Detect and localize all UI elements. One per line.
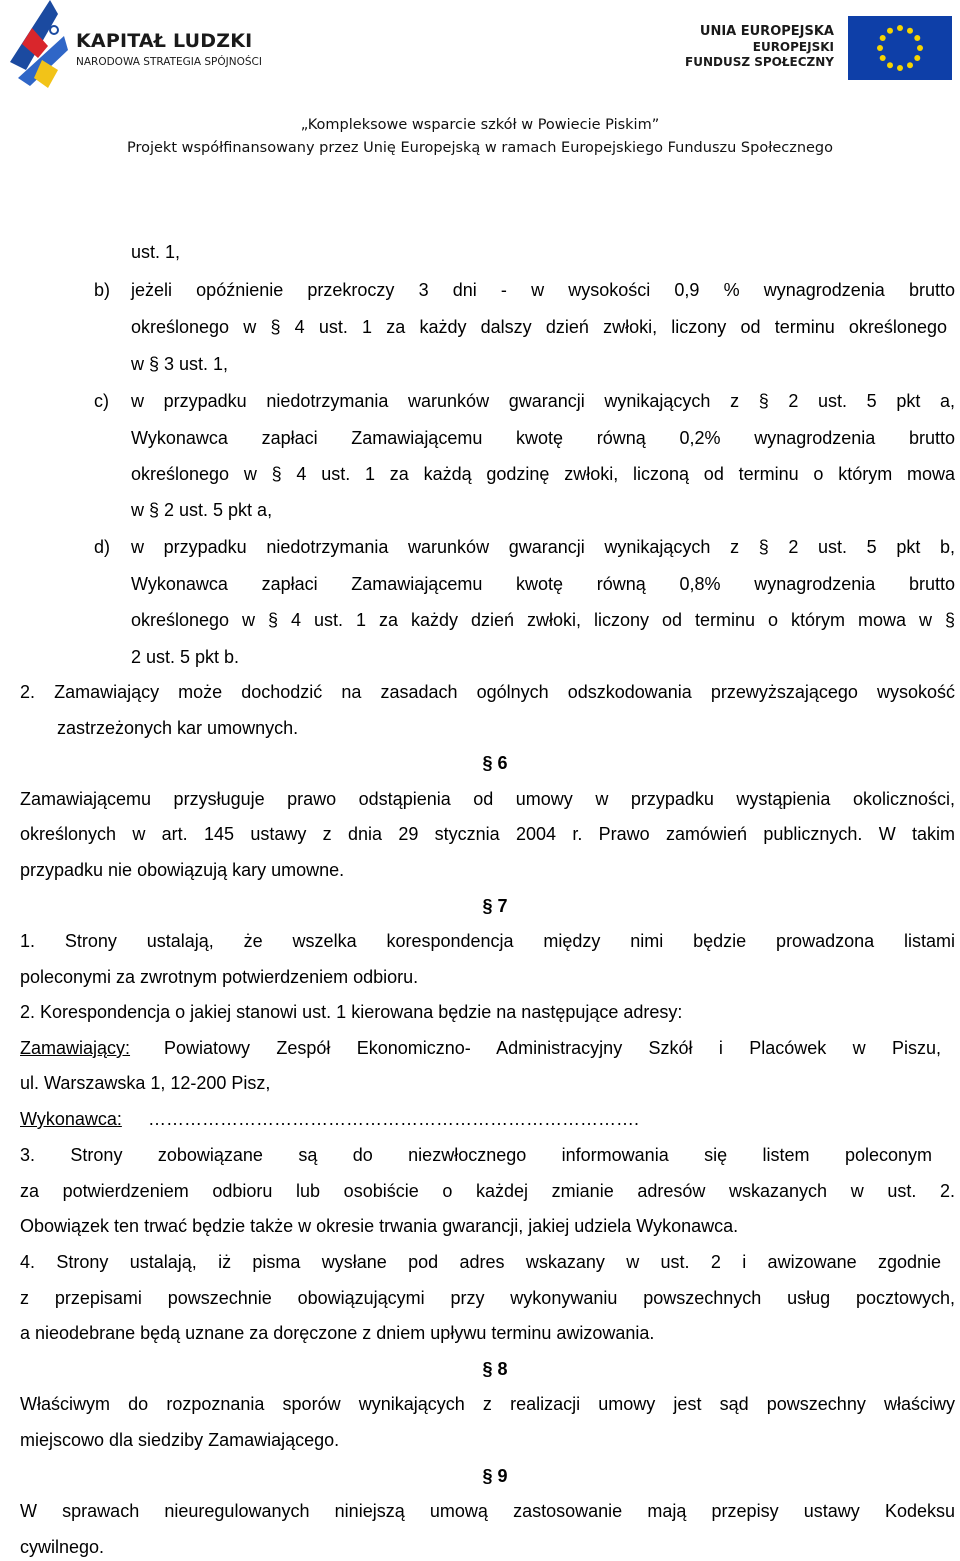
text-line: ul. Warszawska 1, 12-200 Pisz, — [20, 1073, 271, 1093]
eu-logo — [685, 16, 952, 82]
kapital-ludzki-title: KAPITAŁ LUDZKI — [76, 30, 253, 52]
text-line: określonych w art. 145 ustawy z dnia 29 stycznia 2004 r. Prawo zamówień publicznych. W takim — [20, 824, 955, 844]
text-line: przypadku nie obowiązują kary umowne. — [20, 860, 345, 880]
paragraph-heading-7: § 7 — [482, 896, 508, 916]
list-label-c: c) — [94, 391, 109, 411]
addressee-label-wykonawca: Wykonawca: — [20, 1109, 122, 1129]
text-line: z przepisami powszechnie obowiązującymi przy wykonywaniu powszechnych usług pocztowych, — [20, 1288, 955, 1308]
text-line: 2. Zamawiający może dochodzić na zasadach ogólnych odszkodowania przewyższającego wysokość — [20, 682, 955, 702]
text-line: miejscowo dla siedziby Zamawiającego. — [20, 1430, 340, 1450]
text-line: 4. Strony ustalają, iż pisma wysłane pod adres wskazany w ust. 2 i awizowane zgodnie — [20, 1252, 941, 1272]
text-line: Obowiązek ten trwać będzie także w okresie trwania gwarancji, jakiej udziela Wykonawca. — [20, 1216, 739, 1236]
text-line: określonego w § 4 ust. 1 za każdy dzień zwłoki, liczony od terminu o którym mowa w § — [131, 610, 955, 630]
text-line: w przypadku niedotrzymania warunków gwarancji wynikających z § 2 ust. 5 pkt b, — [131, 537, 955, 557]
text-line: Wykonawca zapłaci Zamawiającemu kwotę równą 0,8% wynagrodzenia brutto — [131, 574, 955, 594]
kapital-ludzki-subtitle: NARODOWA STRATEGIA SPÓJNOŚCI — [76, 56, 262, 68]
text-line: cywilnego. — [20, 1537, 105, 1557]
text-line: W sprawach nieuregulowanych niniejszą umową zastosowanie mają przepisy ustawy Kodeksu — [20, 1501, 955, 1521]
paragraph-heading-9: § 9 — [482, 1466, 508, 1486]
paragraph-heading-8: § 8 — [482, 1359, 508, 1379]
text-line: w przypadku niedotrzymania warunków gwarancji wynikających z § 2 ust. 5 pkt a, — [131, 391, 955, 411]
eu-logo-text — [685, 24, 834, 70]
page-header — [0, 0, 960, 168]
text-line: określonego w § 4 ust. 1 za każdy dalszy dzień zwłoki, liczony od terminu określonego — [131, 317, 947, 337]
eu-logo-line2: EUROPEJSKI — [752, 40, 834, 54]
eu-logo-line3: FUNDUSZ SPOŁECZNY — [685, 55, 834, 69]
text-line: Zamawiającemu przysługuje prawo odstąpienia od umowy w przypadku wystąpienia okoliczności, — [20, 789, 955, 809]
text-line: określonego w § 4 ust. 1 za każdą godzinę zwłoki, liczoną od terminu o którym mowa — [131, 464, 955, 484]
text-line: za potwierdzeniem odbioru lub osobiście o każdej zmianie adresów wskazanych w ust. 2. — [20, 1181, 955, 1201]
text-line: 2 ust. 5 pkt b. — [131, 647, 240, 667]
eu-flag-icon — [848, 16, 952, 80]
kapital-ludzki-logo — [8, 0, 278, 95]
addressee-label-zamawiajacy: Zamawiający: — [20, 1038, 131, 1058]
text-line: w § 3 ust. 1, — [131, 354, 229, 374]
text-line: zastrzeżonych kar umownych. — [57, 718, 299, 738]
text-line: w § 2 ust. 5 pkt a, — [131, 500, 273, 520]
text-line: Powiatowy Zespół Ekonomiczno- Administracyjny Szkół i Placówek w Piszu, — [164, 1038, 941, 1058]
text-line: 1. Strony ustalają, że wszelka korespondencja między nimi będzie prowadzona listami — [20, 931, 955, 951]
list-label-d: d) — [94, 537, 111, 557]
blank-fill-line: ………………………………………………………………………. — [148, 1109, 640, 1129]
text-line: Właściwym do rozpoznania sporów wynikających z realizacji umowy jest sąd powszechny właściwy — [20, 1394, 955, 1414]
text-line: 2. Korespondencja o jakiej stanowi ust. 1 kierowana będzie na następujące adresy: — [20, 1002, 683, 1022]
list-label-b: b) — [94, 280, 111, 300]
text-line: Wykonawca zapłaci Zamawiającemu kwotę równą 0,2% wynagrodzenia brutto — [131, 428, 955, 448]
text-line: poleconymi za zwrotnym potwierdzeniem odbioru. — [20, 967, 419, 987]
project-cofinance-note: Projekt współfinansowany przez Unię Europejską w ramach Europejskiego Funduszu Społecznego — [126, 140, 834, 156]
kapital-ludzki-emblem-icon — [8, 0, 70, 92]
text-line: jeżeli opóźnienie przekroczy 3 dni - w wysokości 0,9 % wynagrodzenia brutto — [131, 280, 955, 300]
paragraph-heading-6: § 6 — [482, 753, 508, 773]
text-line: ust. 1, — [131, 242, 181, 262]
eu-logo-line1: UNIA EUROPEJSKA — [699, 24, 834, 39]
text-line: a nieodebrane będą uznane za doręczone z dniem upływu terminu awizowania. — [20, 1323, 655, 1343]
project-name: „Kompleksowe wsparcie szkół w Powiecie Piskim” — [300, 117, 660, 133]
text-line: 3. Strony zobowiązane są do niezwłocznego informowania się listem poleconym — [20, 1145, 932, 1165]
